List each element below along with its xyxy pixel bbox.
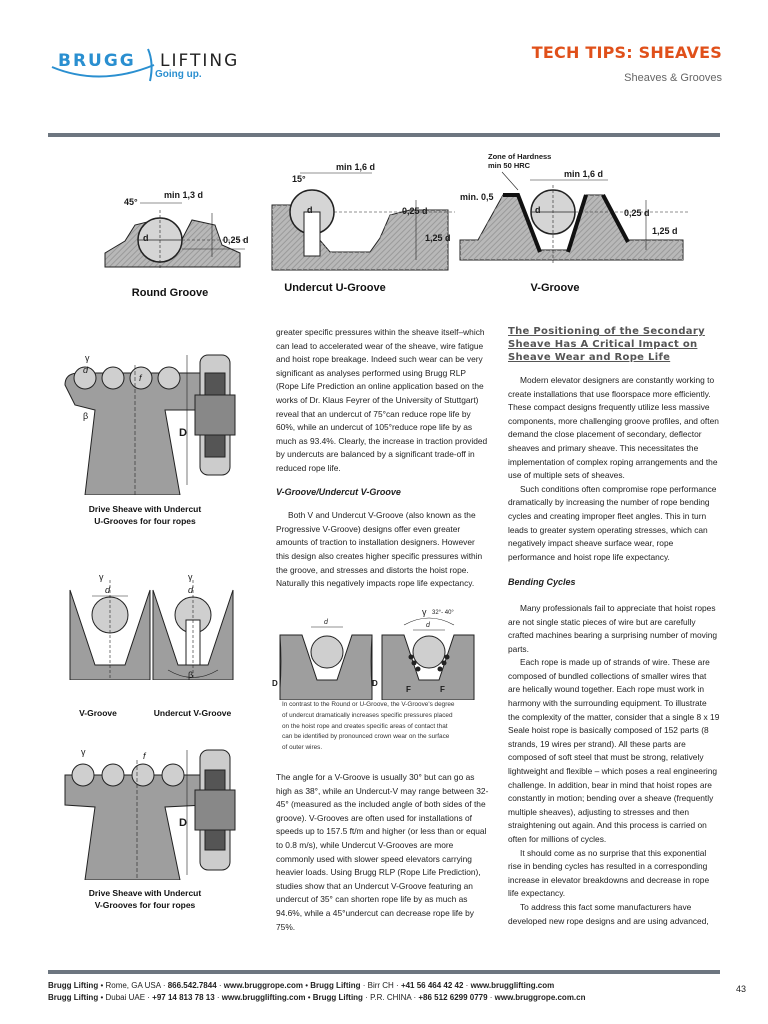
middle-column-top [276,326,490,591]
u-dim-side2: 1,25 d [425,233,451,243]
round-dim-side: 0,25 d [223,235,249,245]
v-dim-min: min. 0,5 [460,192,494,202]
ucv-gamma: γ [188,572,193,582]
v-groove-caption: V-Groove [530,282,580,294]
u-dim-side1: 0,25 d [402,206,428,216]
round-d-label: d [143,233,149,243]
mid-D-left: D [272,679,278,688]
middle-para-2: Both V and Undercut V-Groove (also known as the Progressive V-Groove) designs offer even greater amounts of traction to installation designers. However this design also creates higher specific pressures within the groove, and stresses and distorts the hoist rope. Naturally this negatively impacts rope life expectancy. [276,510,483,589]
undercut-v-detail-figure [148,570,238,680]
page-subtitle: Sheaves & Grooves [624,72,722,84]
sheave2-caption: Drive Sheave with Undercut V-Grooves for four ropes [88,888,202,910]
round-groove-caption: Round Groove [131,287,209,299]
right-para-4: Each rope is made up of strands of wire. These are composed of bundled collections of smaller wires that are helically wound together. Each rope must work in harmony with the surrounding equipment. To illustrate the complexity of the matter, consider that a single 8 x 19 Seale hoist rope is basically composed of 152 parts (8 strands, 19 wires per strand). All these parts are composed of soft steel that must be strong, relatively lightweight and flexible – which poses a real engineering challenge. In addition, bear in mind that hoist ropes are constantly in motion; bending over a sheave (frequently multiple sheaves), adjusting to stresses and then straightening out again. And this process is carried on often for millions of cycles. [508,657,720,844]
v-groove-detail-caption: V-Groove [79,708,117,718]
v-dim-top: min 1,6 d [564,169,604,179]
mid-d-left: d [324,619,328,626]
right-column [508,325,720,928]
mid-d-right: d [426,622,430,629]
mid-F-2: F [440,685,445,694]
brand-name-left: BRUGG [58,51,136,71]
sheave1-d: d [83,365,89,375]
mid-gamma: γ [422,607,427,617]
phone-uae[interactable]: +97 14 813 78 13 [152,992,215,1002]
web-link-usa[interactable]: www.bruggrope.com [223,981,304,990]
sheave1-f: f [139,373,142,383]
vdetail-gamma: γ [99,572,104,582]
v-groove-detail-figure [65,570,155,680]
vgroove-heading: V-Groove/Undercut V-Groove [276,486,401,497]
u-groove-figure [270,160,460,280]
brand-logo [50,45,250,85]
phone-usa[interactable]: 866.542.7844 [167,981,217,990]
sheave1-D: D [179,427,187,439]
web-link-china[interactable]: www.bruggrope.com.cn [494,992,586,1002]
u-groove-caption: Undercut U-Groove [284,282,386,294]
vdetail-d: d [105,585,111,595]
phone-china[interactable]: +86 512 6299 0779 [418,992,488,1002]
undercut-v-detail-caption: Undercut V-Groove [153,708,232,718]
sheave2-f: f [143,751,146,761]
sheave1-caption: Drive Sheave with Undercut U-Grooves for four ropes [88,504,202,526]
web-link-uae[interactable]: www.brugglifting.com [221,992,306,1002]
page-number: 43 [735,984,746,994]
middle-para-1: greater specific pressures within the sheave itself–which can lead to accelerated wear of the sheave, wire fatigue and hoist rope breakage. Indeed such wear can be very significant as analyses performed using Brugg RLP (Rope Life Prediction an online application based on the works of Dr. Klaus Feyrer of the University of Stuttgart) reveal that an undercut of 75°can reduce rope life by 60%, while an undercut of 105°reduce rope life by as much as 93.4%. Clearly, the increase in traction provided by undercuts are balanced by a significant trade-off in reduced rope life. [276,327,488,473]
mid-F-1: F [406,685,411,694]
right-heading: The Positioning of the Secondary Sheave Has A Critical Impact on Sheave Wear and Rope Life [508,326,705,363]
v-zone-label-2: min 50 HRC [488,161,531,170]
round-groove-figure [100,185,260,275]
footer-line-2: Brugg Lifting • Dubai UAE · +97 14 813 78 13 · www.brugglifting.com • Brugg Lifting · P.R. CHINA · +86 512 6299 0779 · www.bruggrope.com.cn [48,992,586,1002]
v-groove-comparison-figure [272,605,482,700]
v-dim-side2: 1,25 d [652,226,678,236]
sheave1-gamma: γ [85,353,90,363]
bottom-divider [48,970,720,974]
u-angle-label: 15° [292,174,306,184]
middle-figure-caption: In contrast to the Round or U-Groove, the V-Groove's degree of undercut dramatically increases specific pressures placed on the hoist rope and creates specific areas of contact that can be identified by pronounced crown wear on the surface of outer wires. [282,701,455,752]
web-link-ch[interactable]: www.brugglifting.com [470,981,555,990]
bending-cycles-heading: Bending Cycles [508,577,576,588]
v-dim-side1: 0,25 d [624,208,650,218]
mid-gamma-range: 32°- 40° [432,610,454,616]
round-dim-top: min 1,3 d [164,190,204,200]
ucv-beta: β [188,670,194,680]
sheave1-beta: β [83,411,89,421]
brand-tagline: Going up. [155,69,202,80]
middle-column-bottom [276,771,490,934]
right-para-3: Many professionals fail to appreciate that hoist ropes are not single static pieces of wire but are carefully crafted machines bearing a surprising number of moving parts. [508,602,718,654]
right-para-2: Such conditions often compromise rope performance dramatically by increasing the number of rope bending cycles and creating improper fleet angles. This in turn leads to greater system operating stresses, which can negatively impact sheave surface wear, rope performance and hoist rope life expectancy. [508,483,717,562]
u-d-label: d [307,205,313,215]
right-para-5: It should come as no surprise that this exponential rise in bending cycles has resulted in a corresponding increase in elevator breakdowns and decrease in rope life expectancy. [508,847,710,899]
ucv-d: d [188,585,194,595]
sheave2-D: D [179,817,187,829]
right-para-1: Modern elevator designers are constantly working to create installations that use floorspace more efficiently. These compact designs frequently utilize less massive components, more challenging groove profiles, and often demand the close placement of secondary, deflector sheaves and primary sheave. This necessitates the implementation of complex roping arrangements and the use of multiple sets of sheaves. [508,375,719,481]
sheave2-gamma: γ [81,747,86,757]
sheave-v-groove-figure [55,745,255,880]
brand-name-right: LIFTING [160,51,240,71]
u-dim-top: min 1,6 d [336,162,376,172]
v-zone-label-1: Zone of Hardness [488,152,552,161]
top-divider [48,133,720,137]
v-groove-top-figure [458,150,698,280]
sheave-u-groove-figure [55,345,255,495]
phone-ch[interactable]: +41 56 464 42 42 [400,981,464,990]
mid-D-right: D [372,679,378,688]
page-title: TECH TIPS: SHEAVES [531,43,722,62]
v-d-label: d [535,205,541,215]
round-angle-label: 45° [124,197,138,207]
footer-contacts [48,980,586,1003]
right-para-6: To address this fact some manufacturers have developed new rope designs and are using advanced, [508,901,709,926]
footer-line-1: Brugg Lifting • Rome, GA USA · 866.542.7844 · www.bruggrope.com • Brugg Lifting · Birr CH · +41 56 464 42 42 · www.brugglifting.com [48,981,555,990]
middle-para-3: The angle for a V-Groove is usually 30° but can go as high as 38°, while an Undercut-V may range between 32-45° (measured as the included angle of both sides of the groove). V-Grooves are often used for installations of speeds up to 157.5 ft/m and higher (or less than or equal to 0.8 m/s), while Undercut V-Grooves are more commonly used with slower speed elevators carrying heavier loads. Using Brugg RLP (Rope Life Prediction), studies show that an Undercut V-Groove featuring an undercut of 35° can shorten rope life by as much as 94.6%, while a 45°undercut can decrease rope life by 75%. [276,772,489,932]
